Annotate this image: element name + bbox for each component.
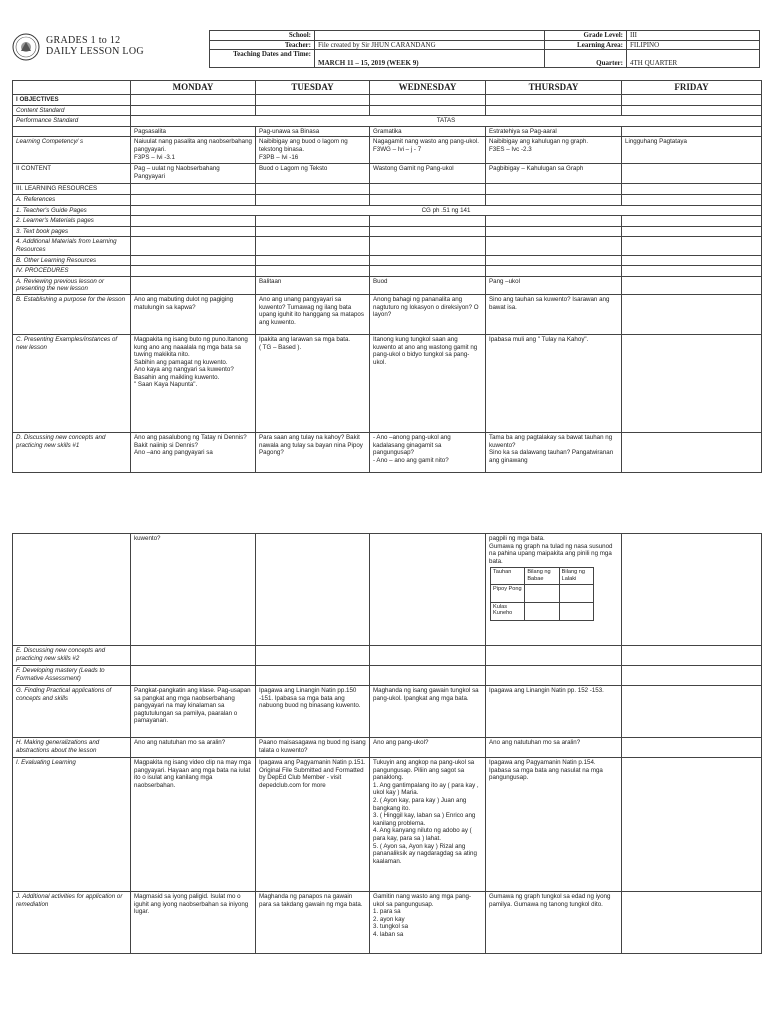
dates-value: MARCH 11 – 15, 2019 (WEEK 9): [315, 50, 545, 68]
b-tue: Ano ang unang pangyayari sa kuwento? Tumawag ng ilang bata upang iguhit ito hanggang sa matapos ang kuwento.: [256, 294, 370, 334]
lc-mon: Naiuulat nang pasalita ang naobserbahang pangyayari. F3PS – Ivi -3.1: [131, 137, 256, 164]
c-thu: Ipabasa muli ang " Tulay na Kahoy".: [486, 334, 622, 432]
g-mon: Pangkat-pangkatin ang klase. Pag-usapan sa pangkat ang mga naobserbahang pangyayari na may kinalaman sa pagtutulungan sa pamilya, paaralan o pamayanan.: [131, 686, 256, 738]
title-line1: GRADES 1 to 12: [46, 35, 121, 46]
graph-header-babae: Bilang ng Babae: [525, 568, 559, 584]
deped-seal-icon: [12, 33, 40, 61]
lm-label: 2. Learner's Materials pages: [13, 216, 131, 227]
g-tue: Ipagawa ang Linangin Natin pp.150 -151. Ipabasa sa mga bata ang nabuong buod ng binasang kuwento.: [256, 686, 370, 738]
c-tue: Ipakita ang larawan sa mga bata. ( TG – Based ).: [256, 334, 370, 432]
content-label: II CONTENT: [13, 164, 131, 184]
j-mon: Magmasid sa iyong paligid. Isulat mo o iguhit ang iyong naobserbahan sa iniyong lugar.: [131, 892, 256, 954]
teacher-label: Teacher:: [210, 40, 315, 50]
a-mon: [131, 276, 256, 294]
tatas-cell: TATAS: [131, 116, 762, 127]
tb-label: 3. Text book pages: [13, 226, 131, 237]
graph-header-tauhan: Tauhan: [491, 568, 525, 584]
j-label: J. Additional activities for application or remediation: [13, 892, 131, 954]
h-wed: Ano ang pang-ukol?: [370, 738, 486, 758]
teacher-value: File created by Sir JHUN CARANDANG: [315, 40, 545, 50]
c-fri: [622, 334, 762, 432]
c-label: C. Presenting Examples/instances of new lesson: [13, 334, 131, 432]
lesson-table-1: [12, 80, 762, 473]
i-wed: Tukuyin ang angkop na pang-ukol sa pangungusap. Piliin ang sagot sa panaklong. 1. Ang gantimpalang ito ay ( para kay , ukol kay ) Maria. 2. ( Ayon kay, para kay ) Juan ang bangkang ito. 3. ( Hinggil kay, laban sa ) Enrico ang kanilang problema. 4. Ang kanyang niluto ng adobo ay ( para kay, para sa ) lahat. 5. ( Ayon sa, Ayon kay ) Rizal ang pananaliksik ay nagdaragdag sa ating kaalaman.: [370, 758, 486, 892]
h-fri: [622, 738, 762, 758]
content-mon: Pag – uulat ng Naobserbahang Pangyayari: [131, 164, 256, 184]
perf-tue: Pag-unawa sa Binasa: [256, 126, 370, 137]
j-tue: Maghanda ng panapos na gawain para sa takdang gawain ng mga bata.: [256, 892, 370, 954]
other-label: B. Other Learning Resources: [13, 255, 131, 266]
day-thursday: THURSDAY: [486, 81, 622, 95]
i-fri: [622, 758, 762, 892]
lc-wed: Nagagamit nang wasto ang pang-ukol. F3WG – Ivi – j - 7: [370, 137, 486, 164]
title-line2: DAILY LESSON LOG: [46, 46, 144, 57]
d-tue: Para saan ang tulay na kahoy? Bakit nawala ang tulay sa bayan nina Pipoy Pagong?: [256, 432, 370, 472]
content-tue: Buod o Lagom ng Teksto: [256, 164, 370, 184]
a-tue: Balitaan: [256, 276, 370, 294]
school-label: School:: [210, 31, 315, 41]
d-wed: - Ano –anong pang-ukol ang kadalasang ginagamit sa pangungusap? - Ano – ano ang gamit nito?: [370, 432, 486, 472]
a-fri: [622, 276, 762, 294]
header-table: [209, 30, 760, 68]
graph-row-kulas: Kulas Kuneho: [491, 602, 525, 620]
tg-value: CG ph .51 ng 141: [131, 205, 762, 216]
d-cont-thu: [486, 534, 622, 646]
i-label: I. Evaluating Learning: [13, 758, 131, 892]
day-wednesday: WEDNESDAY: [370, 81, 486, 95]
d-cont-thu-text: pagpili ng mga bata. Gumawa ng graph na tulad ng nasa susunod na pahina upang maipakita ang pinili ng mga bata.: [489, 535, 613, 565]
lc-tue: Naibibigay ang buod o lagom ng tekstong binasa. F3PB – Ivi -16: [256, 137, 370, 164]
d-fri: [622, 432, 762, 472]
perf-wed: Gramatika: [370, 126, 486, 137]
g-fri: [622, 686, 762, 738]
objectives-label: I OBJECTIVES: [13, 95, 131, 106]
b-label: B. Establishing a purpose for the lesson: [13, 294, 131, 334]
lc-label: Learning Competency/ s: [13, 137, 131, 164]
day-monday: MONDAY: [131, 81, 256, 95]
i-thu: Ipagawa ang Pagyamanin Natin p.154. Ipabasa sa mga bata ang nasulat na mga pangungusap.: [486, 758, 622, 892]
lc-fri: Lingguhang Pagtataya: [622, 137, 762, 164]
school-value: [315, 31, 545, 41]
lc-thu: Naibibigay ang kahulugan ng graph. F3ES – Ivc -2.3: [486, 137, 622, 164]
b-fri: [622, 294, 762, 334]
content-wed: Wastong Gamit ng Pang-ukol: [370, 164, 486, 184]
perf-thu: Estratehiya sa Pag-aaral: [486, 126, 622, 137]
d-cont-mon: kuwento?: [131, 534, 256, 646]
j-fri: [622, 892, 762, 954]
proc-label: IV. PROCEDURES: [13, 266, 131, 277]
page-two: [0, 500, 768, 1024]
day-tuesday: TUESDAY: [256, 81, 370, 95]
c-wed: Itanong kung tungkol saan ang kuwento at ano ang wastong gamit ng pang-ukol o bidyo tungkol sa pang-ukol.: [370, 334, 486, 432]
b-mon: Ano ang mabuting dulot ng pagiging matulungin sa kapwa?: [131, 294, 256, 334]
content-fri: [622, 164, 762, 184]
quarter-label: Quarter:: [545, 50, 627, 68]
corner-cell: [13, 81, 131, 95]
quarter-value: 4TH QUARTER: [627, 50, 760, 68]
day-friday: FRIDAY: [622, 81, 762, 95]
graph-row-pipoy: Pipoy Pong: [491, 584, 525, 602]
g-thu: Ipagawa ang Linangin Natin pp. 152 -153.: [486, 686, 622, 738]
a-thu: Pang –ukol: [486, 276, 622, 294]
grade-value: III: [627, 31, 760, 41]
grade-label: Grade Level:: [545, 31, 627, 41]
content-std-label: Content Standard: [13, 105, 131, 116]
dates-label: Teaching Dates and Time:: [210, 50, 315, 68]
add-label: 4. Additional Materials from Learning Resources: [13, 237, 131, 255]
lesson-table-2: [12, 533, 762, 954]
h-thu: Ano ang natutuhan mo sa aralin?: [486, 738, 622, 758]
d-label: D. Discussing new concepts and practicing new skills #1: [13, 432, 131, 472]
area-value: FILIPINO: [627, 40, 760, 50]
tg-label: 1. Teacher's Guide Pages: [13, 205, 131, 216]
content-thu: Pagbibigay – Kahulugan sa Graph: [486, 164, 622, 184]
i-tue: Ipagawa ang Pagyamanin Natin p.151. Original File Submitted and Formatted by DepEd Club Member - visit depedclub.com for more: [256, 758, 370, 892]
b-wed: Anong bahagi ng pananalita ang nagtuturo ng lokasyon o direksiyon? O layon?: [370, 294, 486, 334]
g-wed: Maghanda ng isang gawain tungkol sa pang-ukol. Ipangkat ang mga bata.: [370, 686, 486, 738]
e-label: E. Discussing new concepts and practicing new skills #2: [13, 646, 131, 666]
document-title: [46, 35, 144, 57]
i-mon: Magpakita ng isang video clip na may mga pangyayari. Hayaan ang mga bata na iulat ito o isulat ang kanilang mga naobserbahan.: [131, 758, 256, 892]
perf-mon: Pagsasalita: [131, 126, 256, 137]
perf-fri: [622, 126, 762, 137]
area-label: Learning Area:: [545, 40, 627, 50]
a-label: A. Reviewing previous lesson or presenting the new lesson: [13, 276, 131, 294]
b-thu: Sino ang tauhan sa kuwento? Isarawan ang bawat isa.: [486, 294, 622, 334]
h-tue: Paano maisasagawa ng buod ng isang talata o kuwento?: [256, 738, 370, 758]
perf-std-label: Performance Standard: [13, 116, 131, 127]
h-label: H. Making generalizations and abstractions about the lesson: [13, 738, 131, 758]
d-mon: Ano ang pasalubong ng Tatay ni Dennis? Bakit naiinip si Dennis? Ano –ano ang pangyayari sa: [131, 432, 256, 472]
j-wed: Gamitin nang wasto ang mga pang-ukol sa pangungusap. 1. para sa 2. ayon kay 3. tungkol sa 4. laban sa: [370, 892, 486, 954]
h-mon: Ano ang natutuhan mo sa aralin?: [131, 738, 256, 758]
graph-header-lalaki: Bilang ng Lalaki: [559, 568, 593, 584]
c-mon: Magpakita ng isang buto ng puno.Itanong kung ano ang naaalala ng mga bata sa tuwing makikita nito. Sabihin ang pamagat ng kuwento. Ano kaya ang nangyari sa kuwento? Basahin ang maikling kuwento. " Saan Kaya Napunta".: [131, 334, 256, 432]
g-label: G. Finding Practical applications of concepts and skills: [13, 686, 131, 738]
d-thu: Tama ba ang pagtalakay sa bawat tauhan ng kuwento? Sino ka sa dalawang tauhan? Pangatwiranan ang ginawang: [486, 432, 622, 472]
resources-label: III. LEARNING RESOURCES: [13, 184, 131, 195]
a-wed: Buod: [370, 276, 486, 294]
f-label: F. Developing mastery (Leads to Formative Assessment): [13, 666, 131, 686]
references-label: A. References: [13, 194, 131, 205]
graph-table: [490, 567, 594, 620]
page-one: [0, 0, 768, 500]
j-thu: Gumawa ng graph tungkol sa edad ng iyong pamilya. Gumawa ng tanong tungkol dito.: [486, 892, 622, 954]
